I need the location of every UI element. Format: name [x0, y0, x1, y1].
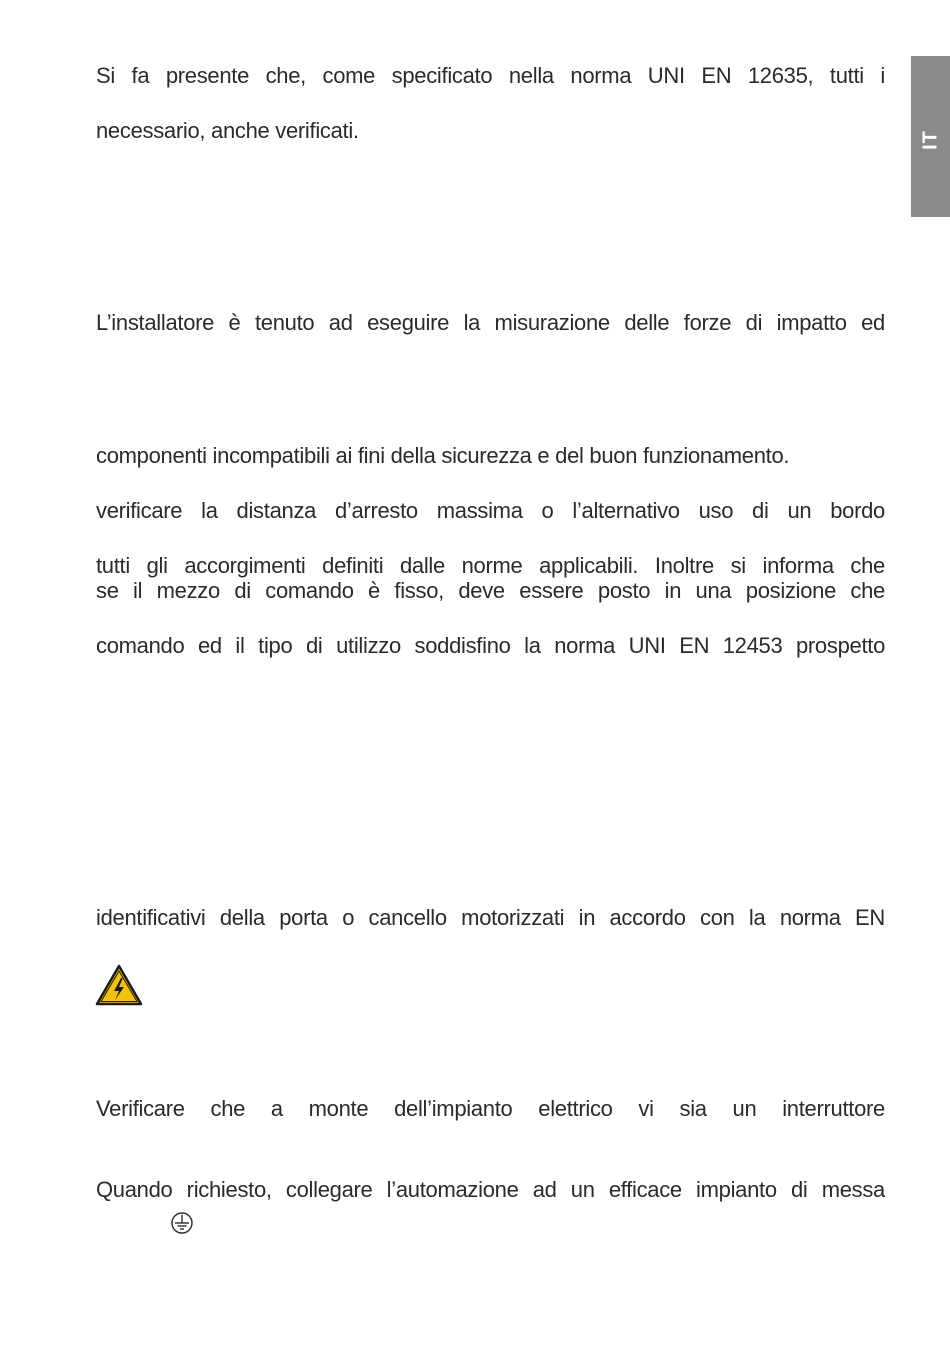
paragraph-line: Si fa presente che, come specificato nella norma UNI EN 12635, tutti i: [96, 63, 885, 88]
language-tab-label: IT: [919, 130, 941, 150]
paragraph-line: componenti incompatibili ai fini della sicurezza e del buon funzionamento.: [96, 443, 790, 468]
paragraph-line: necessario, anche verificati.: [96, 118, 359, 143]
earth-ground-symbol-icon: [170, 1211, 194, 1235]
paragraph-line: tutti gli accorgimenti definiti dalle norme applicabili. Inoltre si informa che: [96, 553, 885, 578]
paragraph-line: verificare la distanza d’arresto massima o l’alternativo uso di un bordo: [96, 498, 885, 523]
paragraph-line: identificativi della porta o cancello motorizzati in accordo con la norma EN: [96, 905, 885, 930]
paragraph-line: se il mezzo di comando è fisso, deve essere posto in una posizione che: [96, 578, 885, 603]
paragraph-line: Verificare che a monte dell’impianto elettrico vi sia un interruttore: [96, 1096, 885, 1121]
electrical-hazard-warning-icon: [95, 964, 143, 1006]
paragraph-line: comando ed il tipo di utilizzo soddisfino la norma UNI EN 12453 prospetto: [96, 633, 885, 658]
language-tab: [911, 56, 950, 217]
paragraph-line: L’installatore è tenuto ad eseguire la misurazione delle forze di impatto ed: [96, 310, 885, 335]
paragraph-line: Quando richiesto, collegare l’automazione ad un efficace impianto di messa: [96, 1177, 885, 1202]
